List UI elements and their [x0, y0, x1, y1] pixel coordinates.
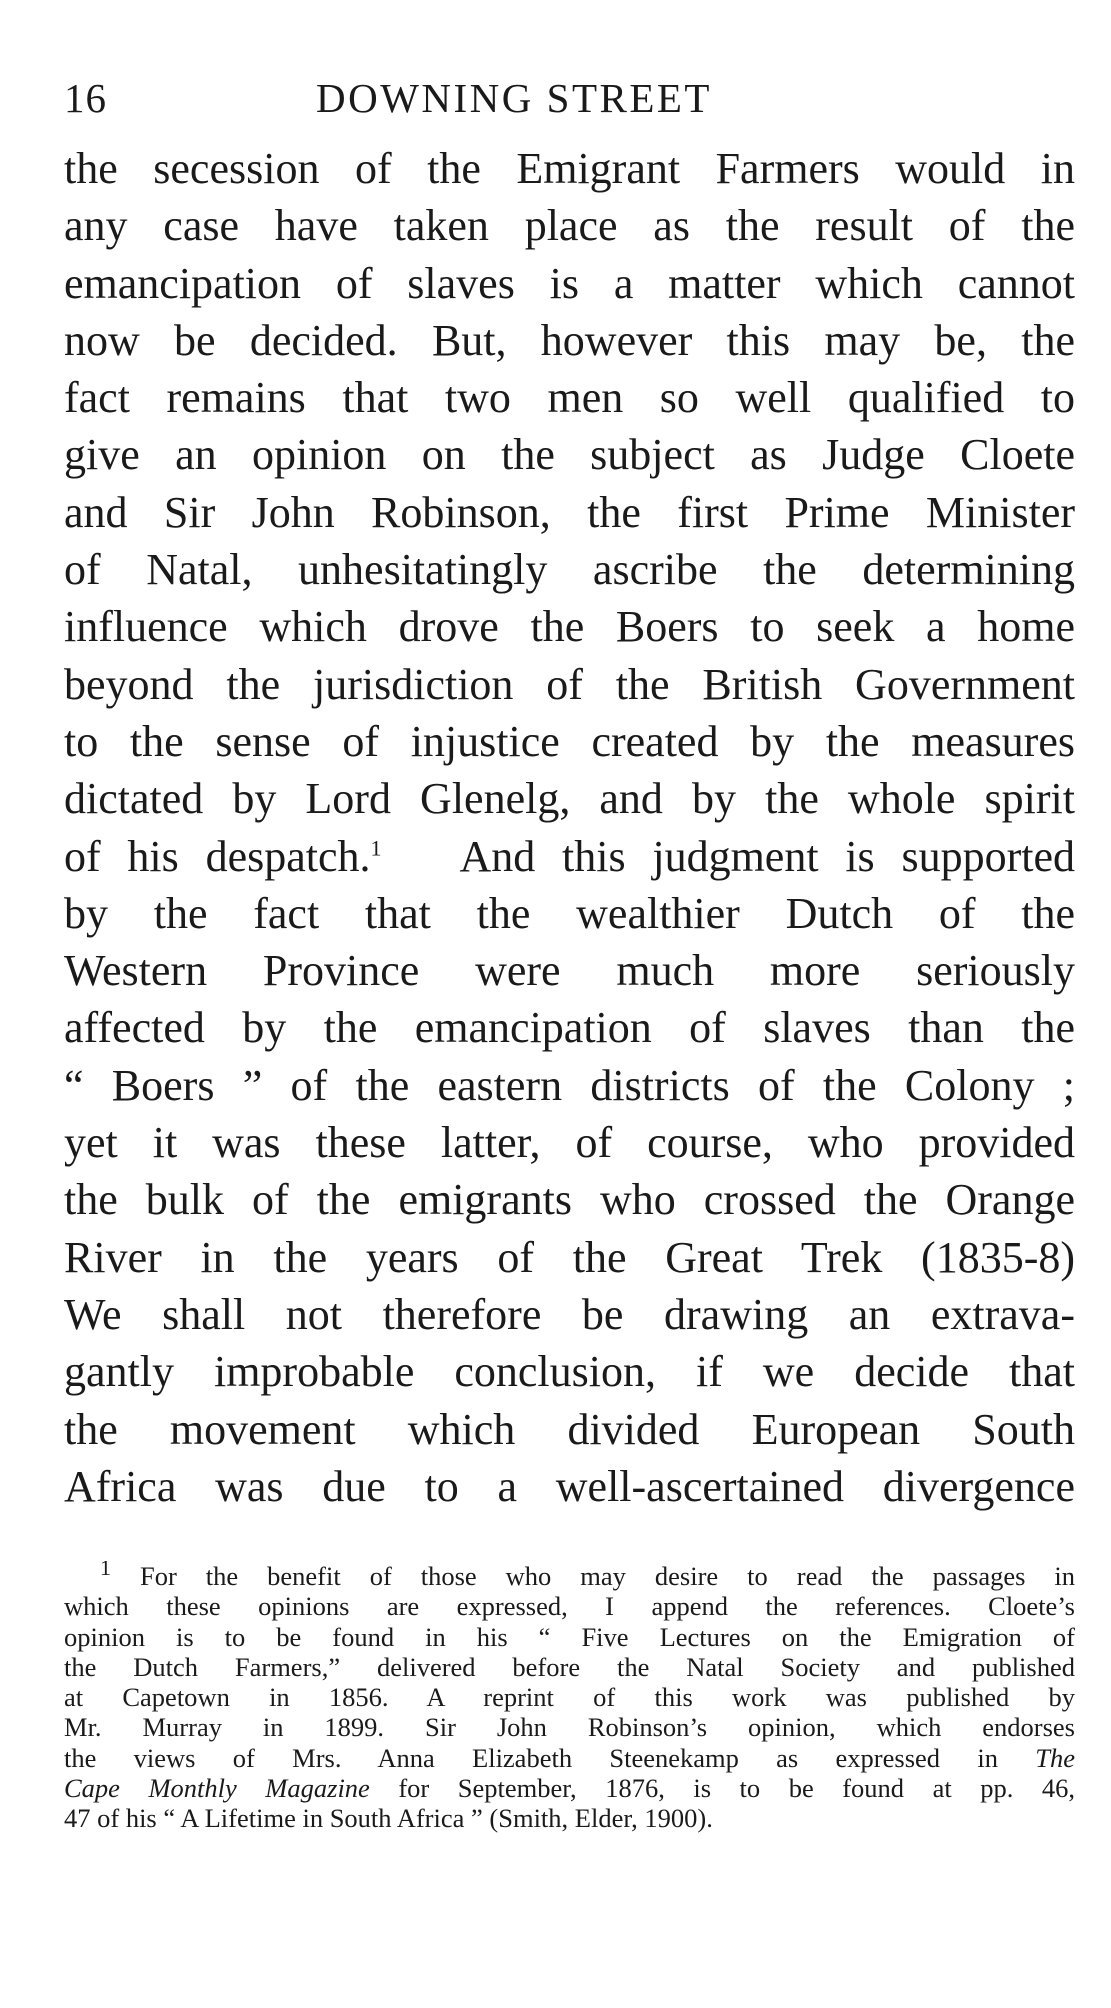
footnote-line: at Capetown in 1856. A reprint of this work was published by: [64, 1682, 1075, 1713]
body-line: now be decided. But, however this may be, the: [64, 315, 1075, 365]
body-line: any case have taken place as the result of the: [64, 201, 1075, 251]
body-line: the movement which divided European South: [64, 1404, 1075, 1454]
body-line: Western Province were much more seriously: [64, 946, 1075, 996]
page-header: [64, 74, 1075, 134]
body-line: and Sir John Robinson, the first Prime Minister: [64, 487, 1075, 537]
page-number: 16: [64, 75, 107, 121]
footnote-line: opinion is to be found in his “ Five Lectures on the Emigration of: [64, 1621, 1075, 1652]
body-line: to the sense of injustice created by the measures: [64, 716, 1075, 766]
footnote-italic-title: The: [1035, 1742, 1075, 1773]
footnote: [64, 1561, 1075, 1834]
body-line: by the fact that the wealthier Dutch of the: [64, 888, 1075, 938]
body-line: “ Boers ” of the eastern districts of the Colony ;: [64, 1060, 1075, 1110]
footnote-reference: 1: [370, 834, 382, 860]
body-line: give an opinion on the subject as Judge Cloete: [64, 430, 1075, 480]
footnote-line: Mr. Murray in 1899. Sir John Robinson’s opinion, which endorses: [64, 1712, 1075, 1743]
running-head: DOWNING STREET: [316, 75, 712, 121]
footnote-line: [64, 1743, 1075, 1773]
body-line-segment: of his despatch.: [64, 831, 371, 881]
body-line: dictated by Lord Glenelg, and by the whole spirit: [64, 774, 1075, 824]
body-line: the bulk of the emigrants who crossed the Orange: [64, 1175, 1075, 1225]
footnote-italic-title: Cape Monthly Magazine: [64, 1773, 370, 1804]
body-line: beyond the jurisdiction of the British Government: [64, 659, 1075, 709]
body-line: Africa was due to a well-ascertained divergence: [64, 1461, 1075, 1511]
footnote-line: which these opinions are expressed, I append the references. Cloete’s: [64, 1591, 1075, 1622]
body-line: We shall not therefore be drawing an extrava-: [64, 1289, 1075, 1339]
footnote-line: 47 of his “ A Lifetime in South Africa ” (Smith, Elder, 1900).: [64, 1803, 713, 1834]
footnote-line: [64, 1773, 1075, 1803]
body-line-segment: And this judgment is supported: [459, 831, 1075, 881]
body-line: affected by the emancipation of slaves than the: [64, 1003, 1075, 1053]
footnote-line: the Dutch Farmers,” delivered before the Natal Society and published: [64, 1651, 1075, 1682]
body-line: fact remains that two men so well qualified to: [64, 373, 1075, 423]
footnote-text: for September, 1876, is to be found at pp. 46,: [398, 1773, 1075, 1804]
body-line: emancipation of slaves is a matter which cannot: [64, 258, 1075, 308]
body-line: River in the years of the Great Trek (1835-8): [64, 1232, 1075, 1282]
footnote-line: [64, 1561, 1075, 1591]
body-line: of Natal, unhesitatingly ascribe the determining: [64, 545, 1075, 595]
footnote-text: the views of Mrs. Anna Elizabeth Steenekamp as expressed in: [64, 1742, 998, 1773]
body-line-with-footnote: [64, 828, 1075, 885]
body-line: gantly improbable conclusion, if we decide that: [64, 1347, 1075, 1397]
body-line: the secession of the Emigrant Farmers would in: [64, 144, 1075, 193]
footnote-text: For the benefit of those who may desire to read the passages in: [139, 1561, 1075, 1591]
body-text: [64, 140, 1075, 1515]
footnote-marker: 1: [100, 1561, 111, 1581]
body-line: influence which drove the Boers to seek a home: [64, 602, 1075, 652]
body-line: yet it was these latter, of course, who provided: [64, 1118, 1075, 1168]
